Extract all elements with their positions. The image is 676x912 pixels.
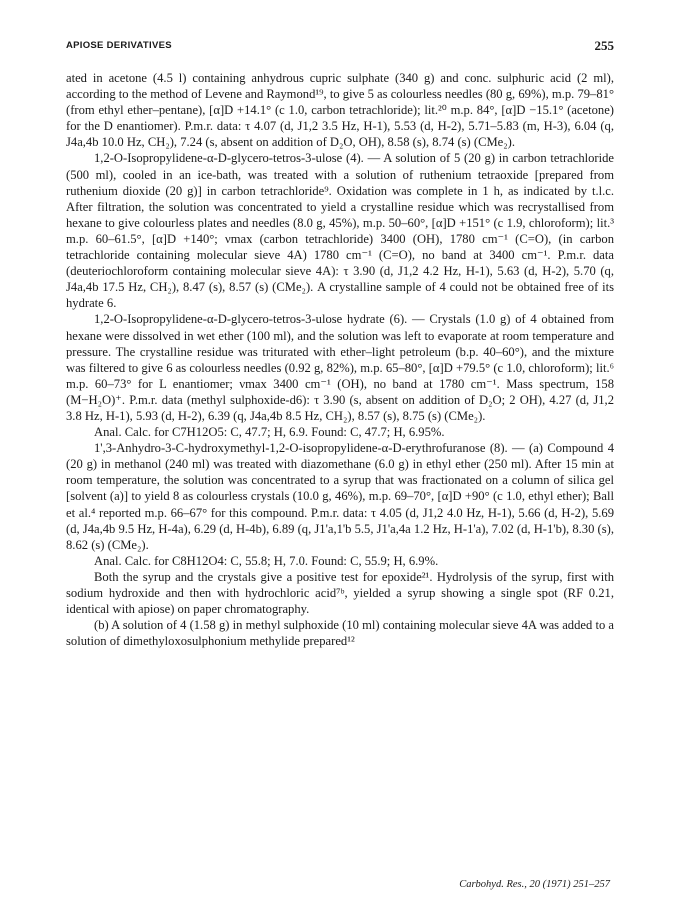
paragraph-method-b: (b) A solution of 4 (1.58 g) in methyl sulphoxide (10 ml) containing molecular sieve 4A was added to a solution of dimethyloxosulphonium methylide prepared¹² <box>66 618 614 649</box>
running-head <box>66 38 614 56</box>
page <box>66 38 614 649</box>
body-text <box>66 70 614 649</box>
running-title: APIOSE DERIVATIVES <box>66 40 172 51</box>
paragraph-compound-8: 1',3-Anhydro-3-C-hydroxymethyl-1,2-O-isopropylidene-α-D-erythrofuranose (8). — (a) Compound 4 (20 g) in methanol (240 ml) was treated with diazomethane (6.0 g) in ethyl ether (250 ml). After 15 min at room temperature, the solution was concentrated to a syrup that was fractionated on a column of silica gel [solvent (a)] to yield 8 as colourless crystals (10.0 g, 46%), m.p. 69–70°, [α]D +90° (c 1.0, ethyl ether); Ball et al.⁴ reported m.p. 66–67° for this compound. P.m.r. data: τ 4.05 (d, J1,2 4.0 Hz, H-1), 5.66 (d, H-2), 5.69 (d, J4a,4b 9.5 Hz, H-4a), 6.29 (d, H-4b), 6.89 (q, J1'a,1'b 5.5, J1'a,4a 1.2 Hz, H-1'a), 7.02 (d, H-1'b), 8.30 (s), 8.62 (s) (CMe₂). <box>66 441 614 552</box>
paragraph-analysis-8: Anal. Calc. for C8H12O4: C, 55.8; H, 7.0. Found: C, 55.9; H, 6.9%. <box>94 553 439 568</box>
paragraph-analysis-6: Anal. Calc. for C7H12O5: C, 47.7; H, 6.9. Found: C, 47.7; H, 6.95%. <box>94 425 445 440</box>
paragraph-continuation: ated in acetone (4.5 l) containing anhydrous cupric sulphate (340 g) and conc. sulphuric acid (2 ml), according to the method of Levene and Raymond¹⁹, to give 5 as colourless needles (80 g, 69%), m.p. 79–81° (from ethyl ether–pentane), [α]D +14.1° (c 1.0, carbon tetrachloride); lit.²⁰ m.p. 84°, [α]D −15.1° (acetone) for the D enantiomer). P.m.r. data: τ 4.07 (d, J1,2 3.5 Hz, H-1), 5.53 (d, H-2), 5.71–5.83 (m, H-3), 6.04 (q, J4a,4b 10.0 Hz, CH₂), 7.24 (s, absent on addition of D₂O, OH), 8.58 (s), 8.74 (s) (CMe₂). <box>66 71 614 150</box>
paragraph-epoxide-test: Both the syrup and the crystals give a positive test for epoxide²¹. Hydrolysis of the syrup, first with sodium hydroxide and then with hydrochloric acid⁷ᵇ, yielded a syrup showing a single spot (RF 0.21, identical with apiose) on paper chromatography. <box>66 569 614 617</box>
paragraph-compound-6: 1,2-O-Isopropylidene-α-D-glycero-tetros-3-ulose hydrate (6). — Crystals (1.0 g) of 4 obtained from hexane were dissolved in wet ether (100 ml), and the solution was left to evaporate at room temperature and pressure. The crystalline residue was triturated with ether–light petroleum (b.p. 40–60°), and the mixture was filtered to give 6 as colourless needles (0.92 g, 82%), m.p. 65–80°, [α]D +79.5° (c 1.0, chloroform); lit.⁶ m.p. 60–73° for L enantiomer; νmax 3400 cm⁻¹ (OH), no band at 1780 cm⁻¹. Mass spectrum, 158 (M−H₂O)⁺. P.m.r. data (methyl sulphoxide-d6): τ 3.90 (s, absent on addition of D₂O; 2 OH), 4.27 (d, J1,2 3.8 Hz, H-1), 5.93 (d, H-2), 6.39 (q, J4a,4b 8.5 Hz, CH₂), 8.57 (s), 8.75 (s) (CMe₂). <box>66 312 614 423</box>
page-number: 255 <box>594 38 614 53</box>
journal-citation: Carbohyd. Res., 20 (1971) 251–257 <box>459 879 610 890</box>
paragraph-compound-4: 1,2-O-Isopropylidene-α-D-glycero-tetros-3-ulose (4). — A solution of 5 (20 g) in carbon tetrachloride (500 ml), cooled in an ice-bath, was treated with a solution of ruthenium tetraoxide [prepared from ruthenium dioxide (20 g)] in carbon tetrachloride⁹. Oxidation was complete in 1 h, as indicated by t.l.c. After filtration, the solution was concentrated to yield a crystalline residue which was recrystallised from hexane to give colourless plates and needles (8.0 g, 45%), m.p. 50–60°, [α]D +151° (c 1.9, chloroform); lit.³ m.p. 60–61.5°, [α]D +140°; νmax (carbon tetrachloride) 3400 (OH), 1780 cm⁻¹ (C=O), (in carbon tetrachloride containing molecular sieve 4A) 1780 cm⁻¹ (C=O), no band at 3400 cm⁻¹. P.m.r. data (deuteriochloroform containing molecular sieve 4A): τ 3.90 (d, J1,2 4.2 Hz, H-1), 5.63 (d, H-2), 5.70 (q, J4a,4b 17.5 Hz, CH₂), 8.47 (s), 8.57 (s) (CMe₂). A crystalline sample of 4 could not be obtained free of its hydrate 6. <box>66 151 614 311</box>
